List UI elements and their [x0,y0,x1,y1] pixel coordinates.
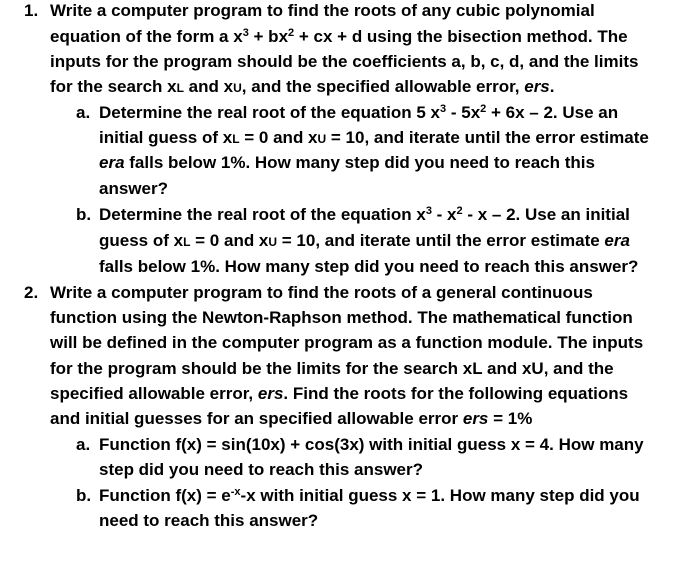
text: = 0 and x [239,128,318,147]
q2-line-4: for the program should be the limits for the search xL and xU, and the [50,359,614,378]
q1a-line-1 [99,102,618,124]
q1a-line-4: answer? [99,179,168,198]
text: and initial guesses for an specified allowable error [50,409,463,428]
text: and x [183,77,234,96]
text: specified allowable error, [50,384,258,403]
italic-term: era [99,153,125,172]
text: falls below 1%. How many step did you need to reach this [124,153,595,172]
q2-line-2: function using the Newton-Raphson method. The mathematical function [50,308,633,327]
q2b-line-1 [99,485,640,507]
text: for the search x [50,77,177,96]
italic-term: ers [462,409,489,428]
text: -x with initial guess x = 1. How many step did you [240,486,640,505]
text: equation of the form a x [50,27,243,46]
q2-line-3: will be defined in the computer program as a function module. The inputs [50,333,644,352]
q2-line-1: Write a computer program to find the roots of a general continuous [50,283,593,302]
exponent: 3 [242,27,249,39]
text: + cx + d using the bisection method. The [294,27,628,46]
exponent: 3 [425,205,432,217]
q2b-line-2: need to reach this answer? [99,511,319,530]
q1-line-3: inputs for the program should be the coefficients a, b, c, d, and the limits [50,52,639,71]
text: Function f(x) = e [99,486,231,505]
q2-line-6 [50,408,532,430]
exponent: 2 [480,103,487,115]
exponent: 3 [440,103,447,115]
q1b-label: b. [76,205,92,224]
q1b-line-3: falls below 1%. How many step did you need to reach this answer? [99,257,639,276]
subscript: L [232,132,240,146]
q1b-line-2 [99,230,630,252]
text: = 10, and iterate until the error estimate [326,128,649,147]
italic-term: ers [257,384,284,403]
subscript: U [317,132,327,146]
q2a-line-2: step did you need to reach this answer? [99,460,424,479]
exponent: 2 [456,205,463,217]
subscript: U [268,235,278,249]
q1-number: 1. [24,1,39,20]
q1-line-4 [50,76,555,98]
subscript: U [233,81,242,95]
text: - x [431,205,457,224]
text: - x – 2. Use an initial [462,205,630,224]
q2b-label: b. [76,486,92,505]
q2-line-5 [50,383,628,405]
text: + bx [248,27,289,46]
q1-line-2 [50,26,628,48]
exponent: -x [230,486,241,498]
q2a-label: a. [76,435,91,454]
q1a-label: a. [76,103,91,122]
subscript: L [176,81,184,95]
text: . [549,77,555,96]
text: = 10, and iterate until the error estimate [277,231,605,250]
text: + 6x – 2. Use an [486,103,619,122]
q1b-line-1 [99,204,630,226]
text: . Find the roots for the following equations [283,384,629,403]
italic-term: ers [524,77,550,96]
text: = 0 and x [190,231,269,250]
subscript: L [183,235,191,249]
q1a-line-2 [99,127,649,149]
exponent: 2 [288,27,295,39]
italic-term: era [604,231,630,250]
text: Determine the real root of the equation x [99,205,426,224]
q2a-line-1: Function f(x) = sin(10x) + cos(3x) with initial guess x = 4. How many [99,435,644,454]
q1-line-1: Write a computer program to find the roots of any cubic polynomial [50,1,595,20]
text: , and the specified allowable error, [241,77,525,96]
q2-number: 2. [24,283,39,302]
q1a-line-3 [99,152,595,174]
text: - 5x [446,103,481,122]
text: Determine the real root of the equation 5 x [99,103,441,122]
text: guess of x [99,231,184,250]
text: = 1% [488,409,533,428]
text: initial guess of x [99,128,233,147]
